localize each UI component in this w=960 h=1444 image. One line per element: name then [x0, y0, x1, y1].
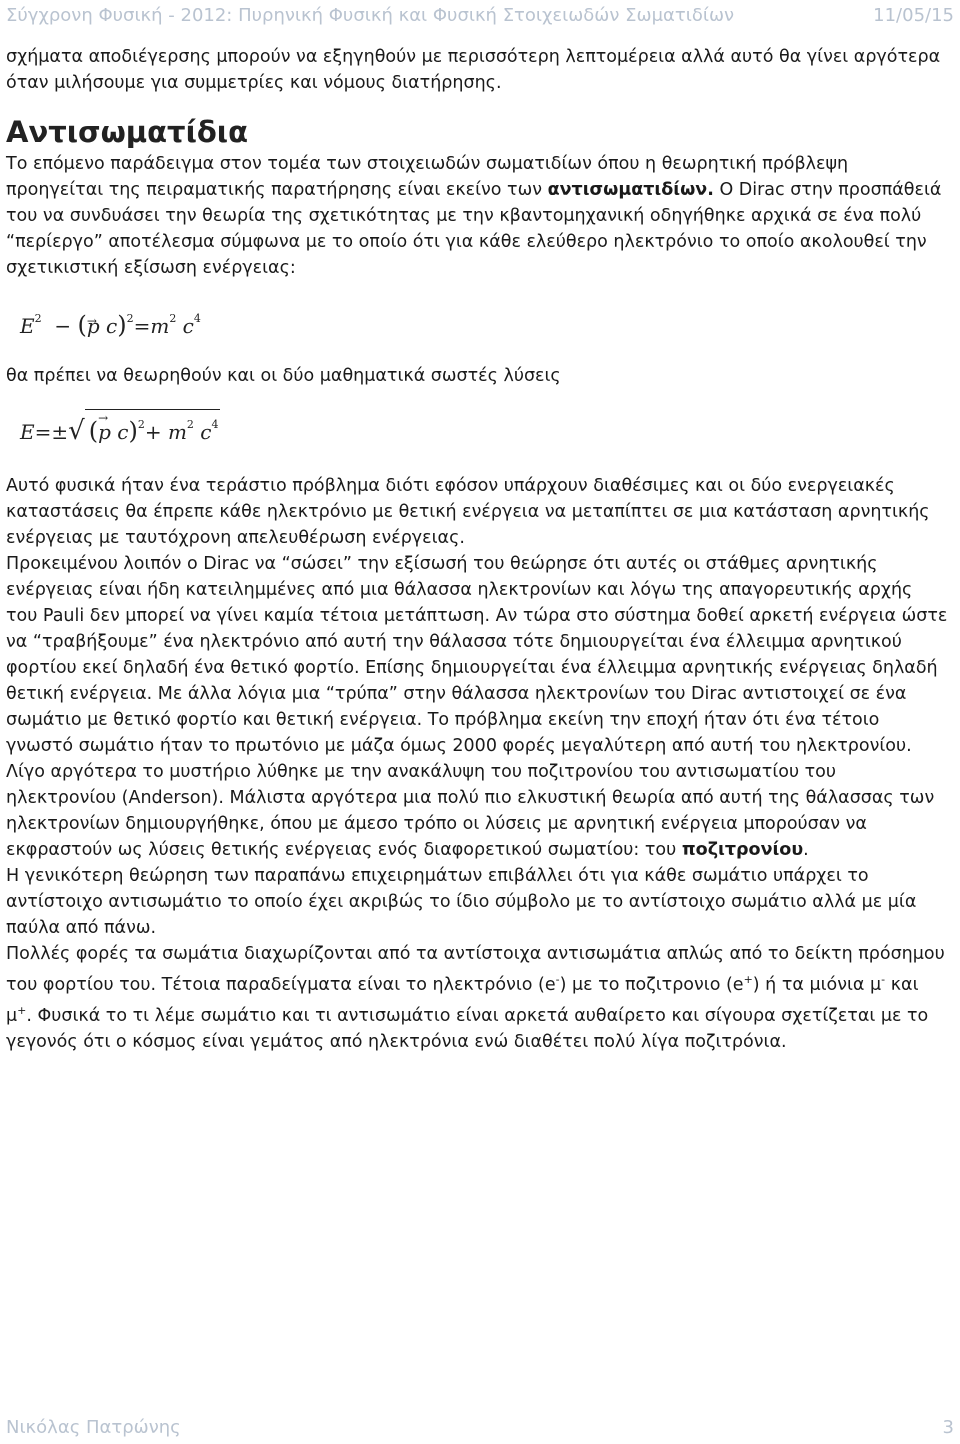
text-run: και μ	[6, 975, 919, 1026]
paragraph-dirac-sea: Προκειμένου λοιπόν ο Dirac να “σώσει” την εξίσωσή του θεώρησε ότι αυτές οι στάθμες αρνητικής ενέργειας είναι ήδη κατειλημμένες από μια θάλασσα ηλεκτρονίων και λόγω της απαγορευτικής αρχής του Pauli δεν μπορεί να γίνει καμία τέτοια μετάπτωση. Αν τώρα στο σύστημα δοθεί αρκετή ενέργεια ώστε να “τραβήξουμε” ένα ηλεκτρόνιο από αυτή την θάλασσα τότε δημιουργείται ένα έλλειμμα αρνητικού φορτίου εκεί δηλαδή ένα θετικό φορτίο. Επίσης δημιουργείται ένα έλλειμμα αρνητικής ενέργειας δηλαδή θετική ενέργεια. Με άλλα λόγια μια “τρύπα” στην θάλασσα ηλεκτρονίων του Dirac αντιστοιχεί σε ένα σωμάτιο με θετικό φορτίο και θετική ενέργεια. Το πρόβλημα εκείνη την εποχή ήταν ότι ένα τέτοιο γνωστό σωμάτιο ήταν το πρωτόνιο με μάζα όμως 2000 φορές μεγαλύτερη από αυτή του ηλεκτρονίου.	[6, 554, 948, 756]
superscript: +	[17, 1004, 27, 1017]
eq-lhs: E=±	[20, 420, 69, 444]
eq-var-c: c	[200, 420, 212, 444]
superscript: +	[743, 973, 753, 986]
text-run: . Φυσικά το τι λέμε σωμάτιο και τι αντισωμάτιο είναι αρκετά αυθαίρετο και σίγουρα σχετίζεται με το γεγονός ότι ο κόσμος είναι γεμάτος από ηλεκτρόνια ενώ διαθέτει πολύ λίγα ποζιτρόνια.	[6, 1006, 929, 1052]
eq-var-c: c	[117, 420, 129, 444]
text-run: ) με το ποζιτρονιο (e	[559, 975, 744, 995]
paragraph-antiparticle-symbol: Η γενικότερη θεώρηση των παραπάνω επιχειρημάτων επιβάλλει ότι για κάθε σωμάτιο υπάρχει το αντίστοιχο αντισωμάτιο το οποίο έχει ακριβώς το ίδιο σύμβολο με το αντίστοιχο σωμάτιο αλλά με μία παύλα από πάνω.	[6, 866, 917, 938]
paragraph-dirac	[6, 151, 948, 281]
bold-term: ποζιτρονίου	[681, 840, 804, 860]
page-number: 3	[942, 1416, 954, 1438]
intro-paragraph: σχήματα αποδιέγερσης μπορούν να εξηγηθούν με περισσότερη λεπτομέρεια αλλά αυτό θα γίνει αργότερα όταν μιλήσουμε για συμμετρίες και νόμους διατήρησης.	[6, 47, 941, 93]
bold-term: αντισωματιδίων.	[547, 180, 714, 200]
eq-var-E: E	[20, 314, 35, 338]
section-heading: Αντισωματίδια	[6, 115, 249, 149]
eq-var-p: → p	[98, 420, 111, 444]
eq-var-m: m	[150, 314, 170, 338]
superscript: -	[881, 973, 886, 986]
eq-var-m: m	[167, 420, 187, 444]
footer-author: Νικόλας Πατρώνης	[6, 1416, 181, 1438]
paragraph-solutions: θα πρέπει να θεωρηθούν και οι δύο μαθηματικά σωστές λύσεις	[6, 366, 561, 386]
text-run: Το επόμενο παράδειγμα στον τομέα των στοιχειωδών σωματιδίων όπου η θεωρητική πρόβλεψη προηγείται της πειραματικής παρατήρησης είναι εκείνο των	[6, 154, 849, 200]
solution-equation	[20, 409, 948, 453]
superscript: -	[555, 973, 560, 986]
text-run: Ο Dirac στην προσπάθειά του να συνδυάσει την θεωρία της σχετικότητας με την κβαντομηχανική οδηγήθηκε αρχικά σε ένα πολύ “περίεργο” αποτέλεσμα σύμφωνα με το οποίο ότι για κάθε ελεύθερο ηλεκτρόνιο το οποίο ακολουθεί την σχετικιστική εξίσωση ενέργειας:	[6, 180, 942, 278]
eq-var-c: c	[106, 314, 118, 338]
sqrt-symbol-icon: √	[68, 416, 85, 446]
radicand: (→ p $c)^2+ m^2$ $c^4$	[85, 409, 221, 445]
paragraph-problem: Αυτό φυσικά ήταν ένα τεράστιο πρόβλημα διότι εφόσον υπάρχουν διαθέσιμες και οι δύο ενεργειακές καταστάσεις θα έπρεπε κάθε ηλεκτρόνιο με θετική ενέργεια να μεταπίπτει σε μια κατάσταση αρνητικής ενέργειας με ταυτόχρονη απελευθέρωση ενέργειας.	[6, 476, 930, 548]
running-header	[6, 0, 954, 30]
header-date: 11/05/15	[873, 4, 954, 26]
paragraph-charge-sign	[6, 941, 948, 1055]
text-run: ) ή τα μιόνια μ	[752, 975, 882, 995]
running-footer	[6, 1412, 954, 1442]
paragraph-positron	[6, 759, 948, 863]
text-run: .	[803, 840, 809, 860]
header-title: Σύγχρονη Φυσική - 2012: Πυρηνική Φυσική και Φυσική Στοιχειωδών Σωματιδίων	[6, 4, 735, 26]
text-run: Πολλές φορές τα σωμάτια διαχωρίζονται από τα αντίστοιχα αντισωμάτια απλώς από το δείκτη πρόσημου του φορτίου του. Τέτοια παραδείγματα είναι το ηλεκτρόνιο (e	[6, 944, 945, 995]
document-body	[6, 44, 948, 1055]
energy-equation: $E^2$ − (→ p $c)^2=m^2$ $c^4$	[20, 297, 948, 341]
text-run: Λίγο αργότερα το μυστήριο λύθηκε με την ανακάλυψη του ποζιτρονίου του αντισωματίου του ηλεκτρονίου (Anderson). Μάλιστα αργότερα μια πολύ πιο ελκυστική θεωρία από αυτή της θάλασσας των ηλεκτρονίων δημιουργήθηκε, όπου με άμεσο τρόπο οι λύσεις με αρνητική ενέργεια μπορούσαν να εκφραστούν ως λύσεις θετικής ενέργειας ενός διαφορετικού σωματίου: του	[6, 762, 935, 860]
eq-var-p: → p	[87, 314, 100, 338]
eq-var-c: c	[182, 314, 194, 338]
